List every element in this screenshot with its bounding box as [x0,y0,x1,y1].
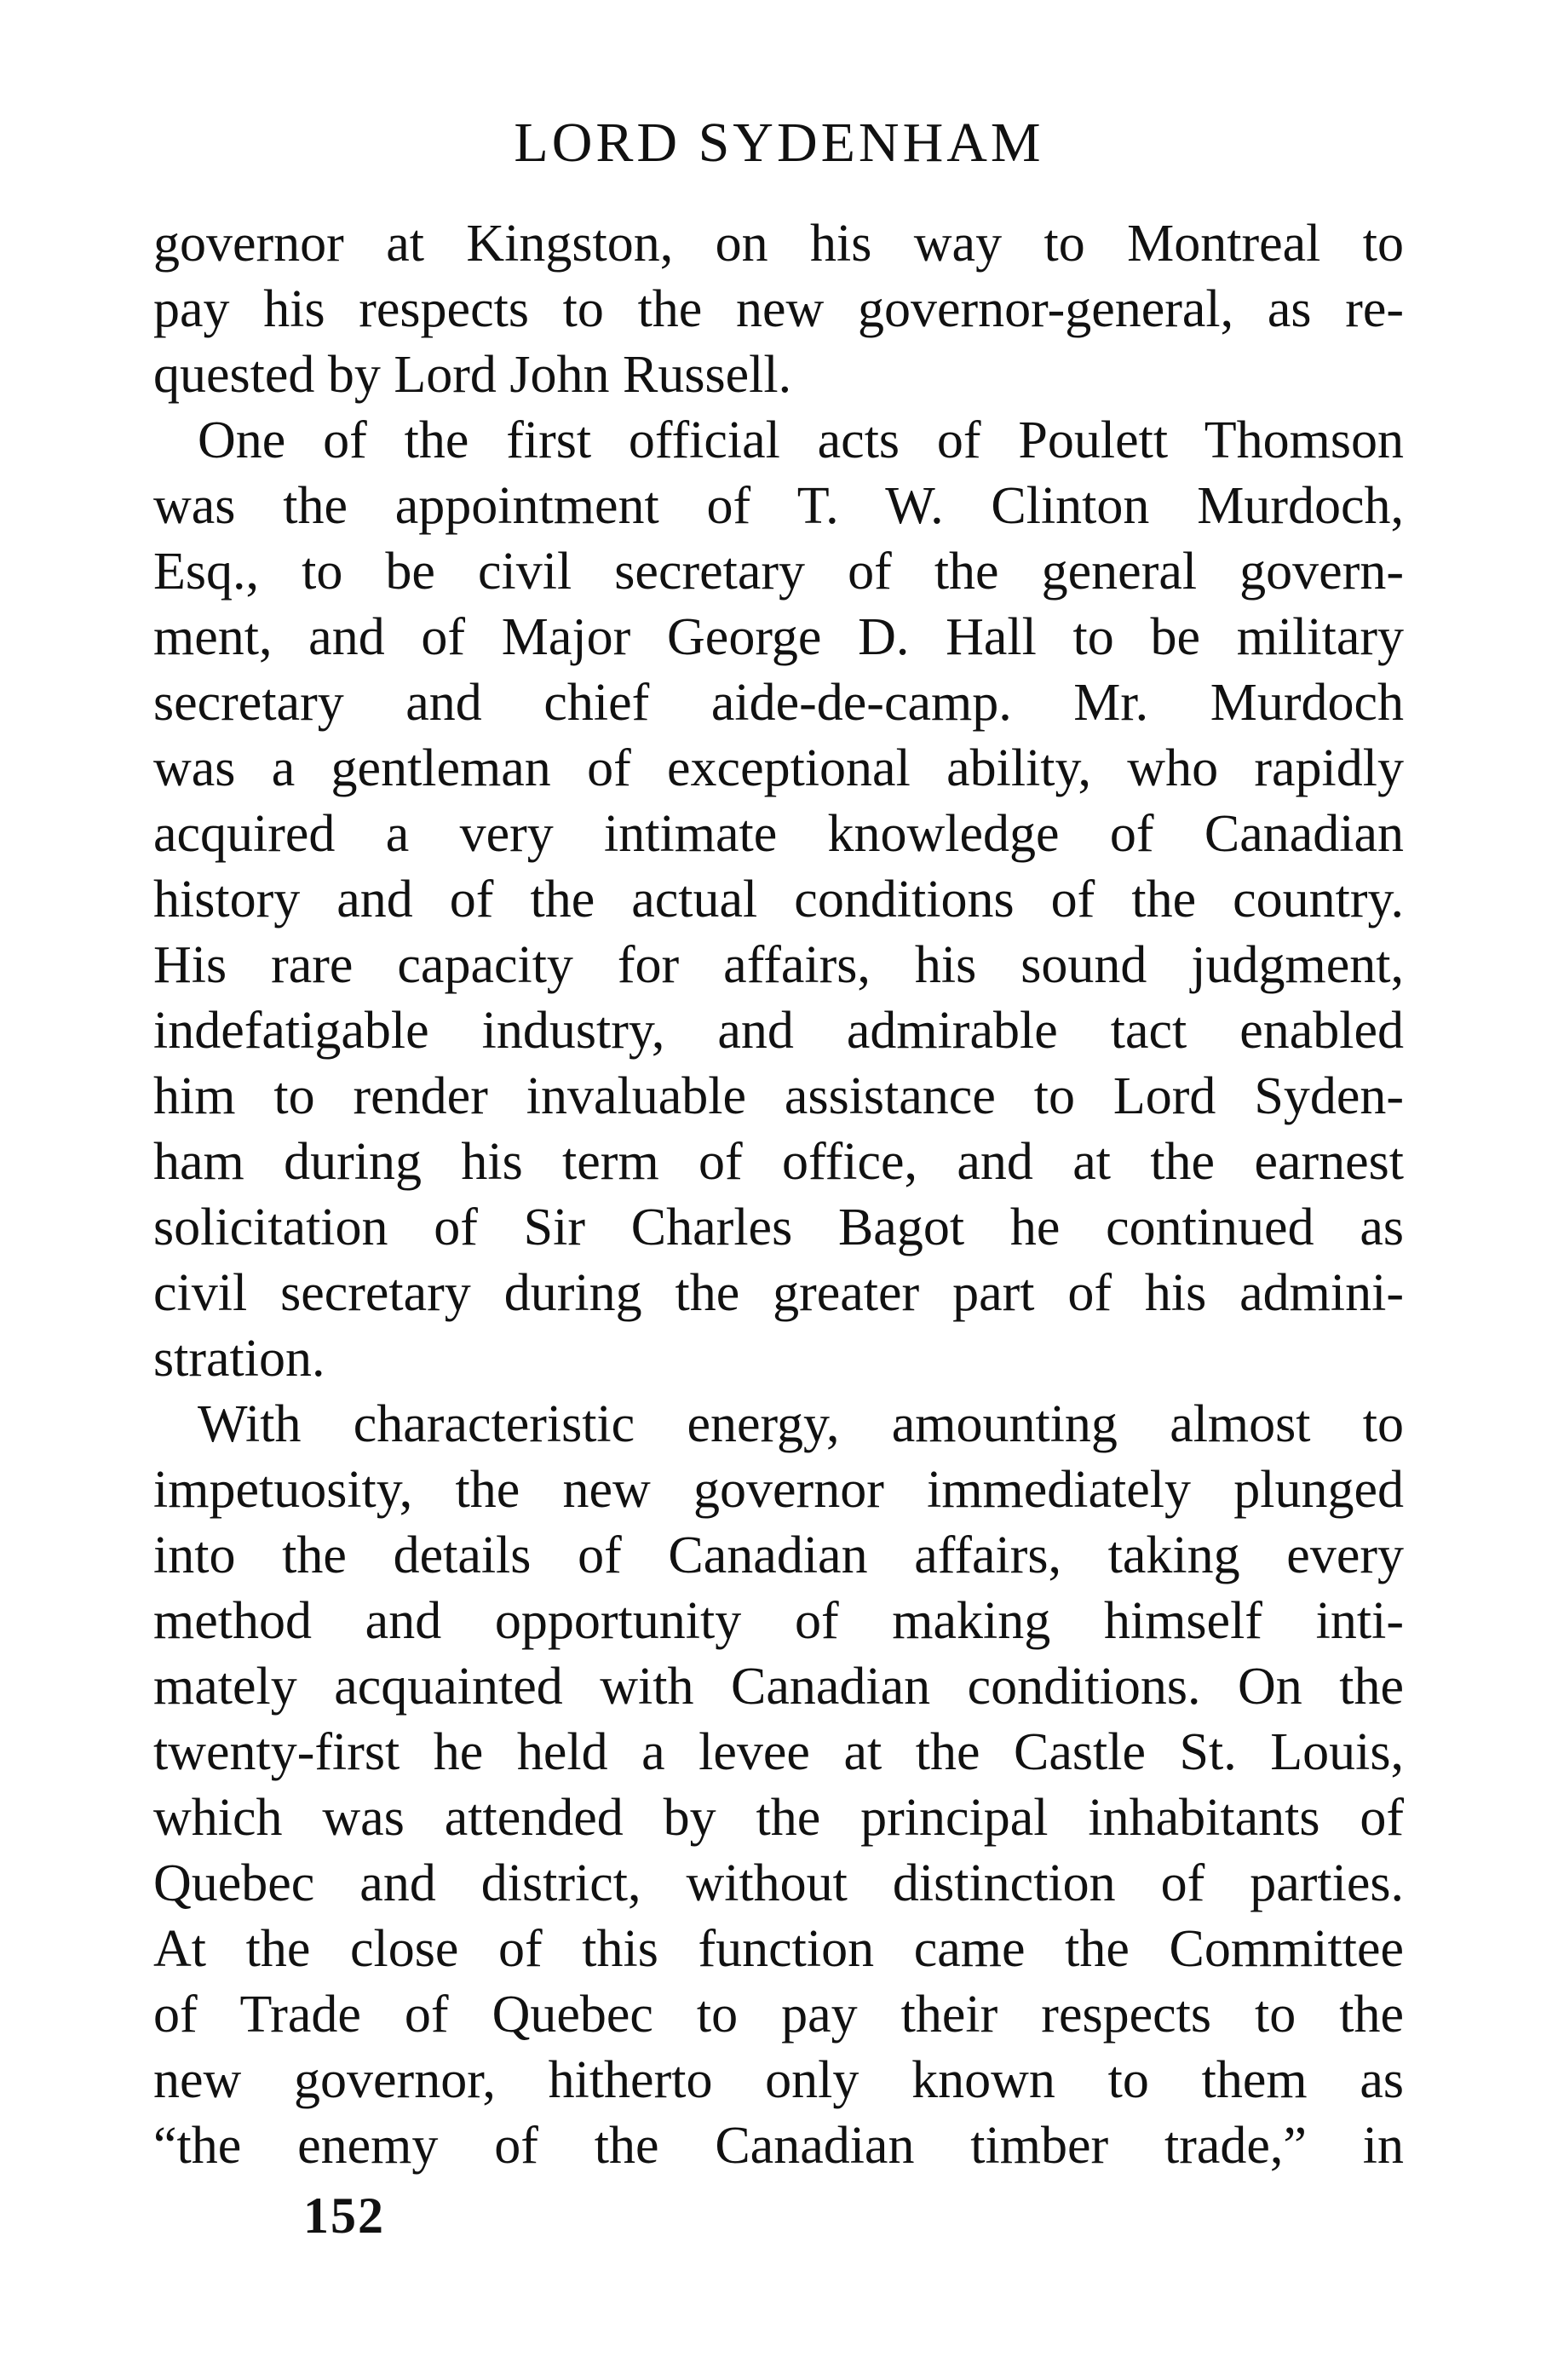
text-line: mately acquainted with Canadian conditions. On the [153,1658,1404,1716]
text-line: was a gentleman of exceptional ability, who rapidly [153,739,1404,797]
text-line: civil secretary during the greater part of his admini- [153,1264,1404,1322]
text-line: was the appointment of T. W. Clinton Murdoch, [153,477,1404,535]
text-line: secretary and chief aide-de-camp. Mr. Murdoch [153,674,1404,732]
text-line: ment, and of Major George D. Hall to be military [153,608,1404,666]
text-line: indefatigable industry, and admirable tact enabled [153,1002,1404,1060]
text-line: ham during his term of office, and at the earnest [153,1133,1404,1191]
text-line: him to render invaluable assistance to Lord Syden- [153,1067,1404,1125]
text-line: history and of the actual conditions of the country. [153,871,1404,928]
text-line: impetuosity, the new governor immediately plunged [153,1461,1404,1519]
text-line: which was attended by the principal inhabitants of [153,1789,1404,1847]
body-text [153,211,1404,2179]
text-line: pay his respects to the new governor-general, as re- [153,280,1404,338]
text-line: Quebec and district, without distinction of parties. [153,1854,1404,1912]
text-line: governor at Kingston, on his way to Montreal to [153,215,1404,273]
text-line: method and opportunity of making himself inti- [153,1592,1404,1650]
text-line: Esq., to be civil secretary of the general govern- [153,543,1404,601]
text-line: acquired a very intimate knowledge of Canadian [153,805,1404,863]
running-head: LORD SYDENHAM [514,112,1044,174]
text-line: With characteristic energy, amounting almost to [198,1395,1404,1453]
text-line: new governor, hitherto only known to them as [153,2051,1404,2109]
page-number: 152 [303,2187,385,2244]
text-line: into the details of Canadian affairs, taking every [153,1526,1404,1584]
text-line: His rare capacity for affairs, his sound judgment, [153,936,1404,994]
text-line: One of the first official acts of Poulett Thomson [198,411,1404,469]
text-line: “the enemy of the Canadian timber trade,” in [153,2117,1404,2175]
text-line: of Trade of Quebec to pay their respects to the [153,1986,1404,2044]
text-line: quested by Lord John Russell. [153,346,792,404]
text-line: stration. [153,1330,325,1388]
text-line: solicitation of Sir Charles Bagot he continued as [153,1199,1404,1256]
text-line: At the close of this function came the Committee [153,1920,1404,1978]
text-line: twenty-first he held a levee at the Castle St. Louis, [153,1723,1404,1781]
